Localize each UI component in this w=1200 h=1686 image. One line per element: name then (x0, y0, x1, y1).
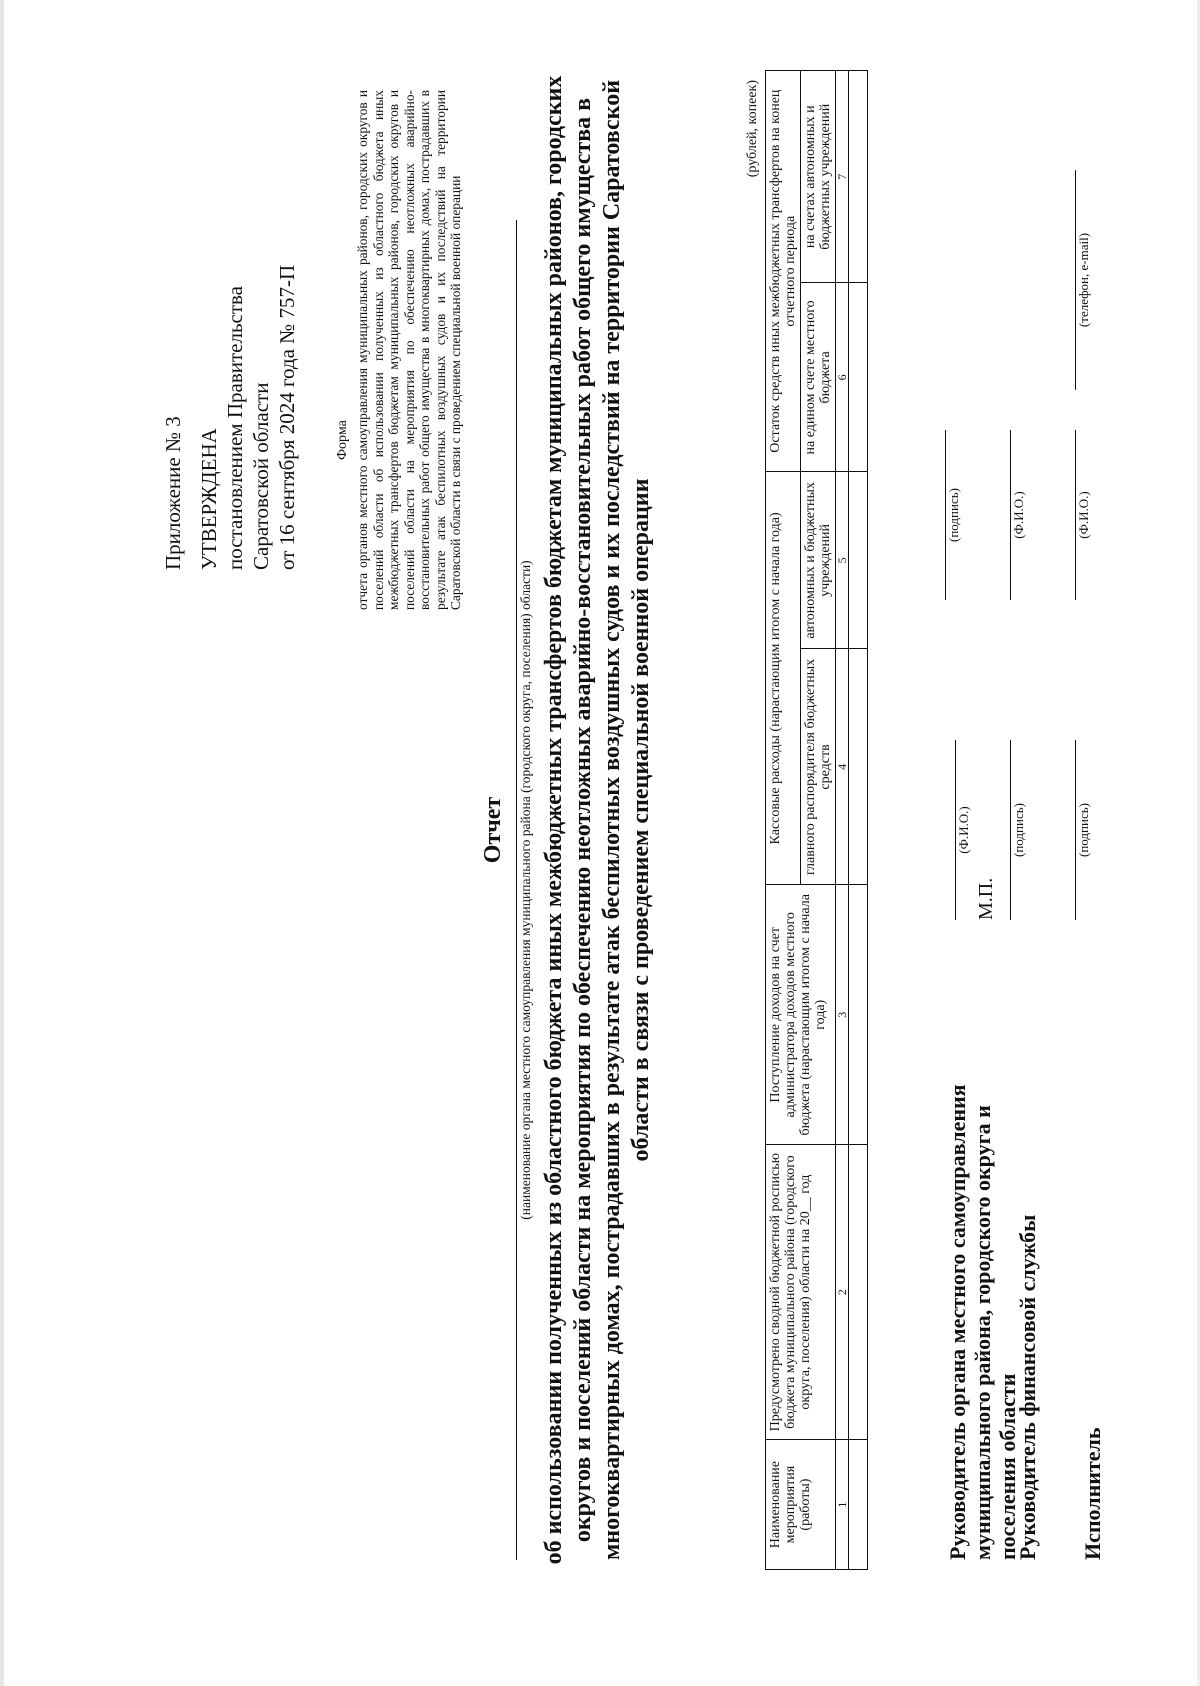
empty-cell (849, 283, 868, 472)
empty-cell (849, 1145, 868, 1440)
approval-line-1: постановлением Правительства (223, 285, 247, 570)
org-name-caption: (наименование органа местного самоуправления муниципального района (городского округа, поселения) области) (518, 560, 533, 1220)
header-institutions-expenses: автономных и бюджетных учреждений (801, 472, 836, 649)
column-number: 5 (836, 472, 849, 649)
approval-line-3: от 16 сентября 2024 года № 757-П (275, 264, 299, 570)
column-number: 1 (836, 1440, 849, 1570)
column-number: 6 (836, 283, 849, 472)
empty-cell (849, 885, 868, 1145)
scan-edge-left (0, 0, 4, 1686)
caption-fio: (Ф.И.О.) (1076, 491, 1091, 539)
column-number: 4 (836, 649, 849, 885)
appendix-number: Приложение № 3 (161, 416, 185, 570)
header-balance: Остаток средств иных межбюджетных трансфертов на конец отчетного периода (766, 71, 801, 472)
document-title: Отчет (480, 796, 506, 864)
org-name-line (516, 220, 517, 1560)
caption-contacts: (телефон, e-mail) (1076, 232, 1091, 328)
caption-signature: (подпись) (1076, 803, 1091, 857)
empty-cell (849, 1440, 868, 1570)
header-planned: Предусмотрено сводной бюджетной росписью бюджета муниципального района (городского округа, поселения) области на 20__ год (766, 1145, 836, 1440)
form-label: Форма (335, 420, 350, 460)
units-label: (рублей, копеек) (745, 80, 760, 178)
empty-cell (849, 71, 868, 283)
approved-stamp: УТВЕРЖДЕНА (197, 428, 221, 570)
caption-fio: (Ф.И.О.) (956, 806, 971, 854)
report-table (765, 70, 868, 1570)
column-number: 2 (836, 1145, 849, 1440)
approval-block (160, 110, 300, 570)
header-single-account: на едином счете местного бюджета (801, 283, 836, 472)
rotated-document-sheet (150, 50, 1105, 1610)
report-heading: об использовании полученных из областного бюджета иных межбюджетных трансфертов бюджетам муниципальных районов, городских округов и поселений области на мероприятия по обеспечению неотложных аварийно-восстановительных работ общего имущества в многоквартирных домах, пострадавших в результате атак беспилотных воздушных судов и их последствий на территории Саратовской области в связи с проведением специальной военной операции (541, 75, 654, 1565)
empty-cell (849, 472, 868, 649)
column-number: 3 (836, 885, 849, 1145)
signature-executor-label: Исполнитель (1080, 1427, 1105, 1560)
caption-fio: (Ф.И.О.) (1011, 491, 1026, 539)
caption-signature: (подпись) (946, 488, 961, 542)
header-main-manager: главного распорядителя бюджетных средств (801, 649, 836, 885)
signature-head-finance-label: Руководитель финансовой службы (1015, 1214, 1040, 1560)
stamp-place-label: М.П. (975, 877, 997, 920)
caption-signature: (подпись) (1011, 803, 1026, 857)
header-income: Поступление доходов на счет администратора доходов местного бюджета (нарастающим итогом с начала года) (766, 885, 836, 1145)
approval-line-2: Саратовской области (249, 382, 273, 570)
header-activity-name: Наименование мероприятия (работы) (766, 1440, 836, 1570)
column-number: 7 (836, 71, 849, 283)
header-institutions-accounts: на счетах автономных и бюджетных учреждений (801, 71, 836, 283)
table-row (849, 71, 868, 1570)
header-cash-expenses: Кассовые расходы (нарастающим итогом с начала года) (766, 472, 801, 885)
signature-head-org-label: Руководитель органа местного самоуправления муниципального района, городского округа и поселения области (945, 1084, 1020, 1560)
empty-cell (849, 649, 868, 885)
form-purpose-text: отчета органов местного самоуправления муниципальных районов, городских округов и поселений области об использовании полученных из областного бюджета иных межбюджетных трансфертов бюджетам муниципальных районов, городских округов и поселений области на мероприятия по обеспечению неотложных аварийно-восстановительных работ общего имущества в многоквартирных домах, пострадавших в результате атак беспилотных воздушных судов и их последствий на территории Саратовской области в связи с проведением специальной военной операции (355, 90, 463, 610)
